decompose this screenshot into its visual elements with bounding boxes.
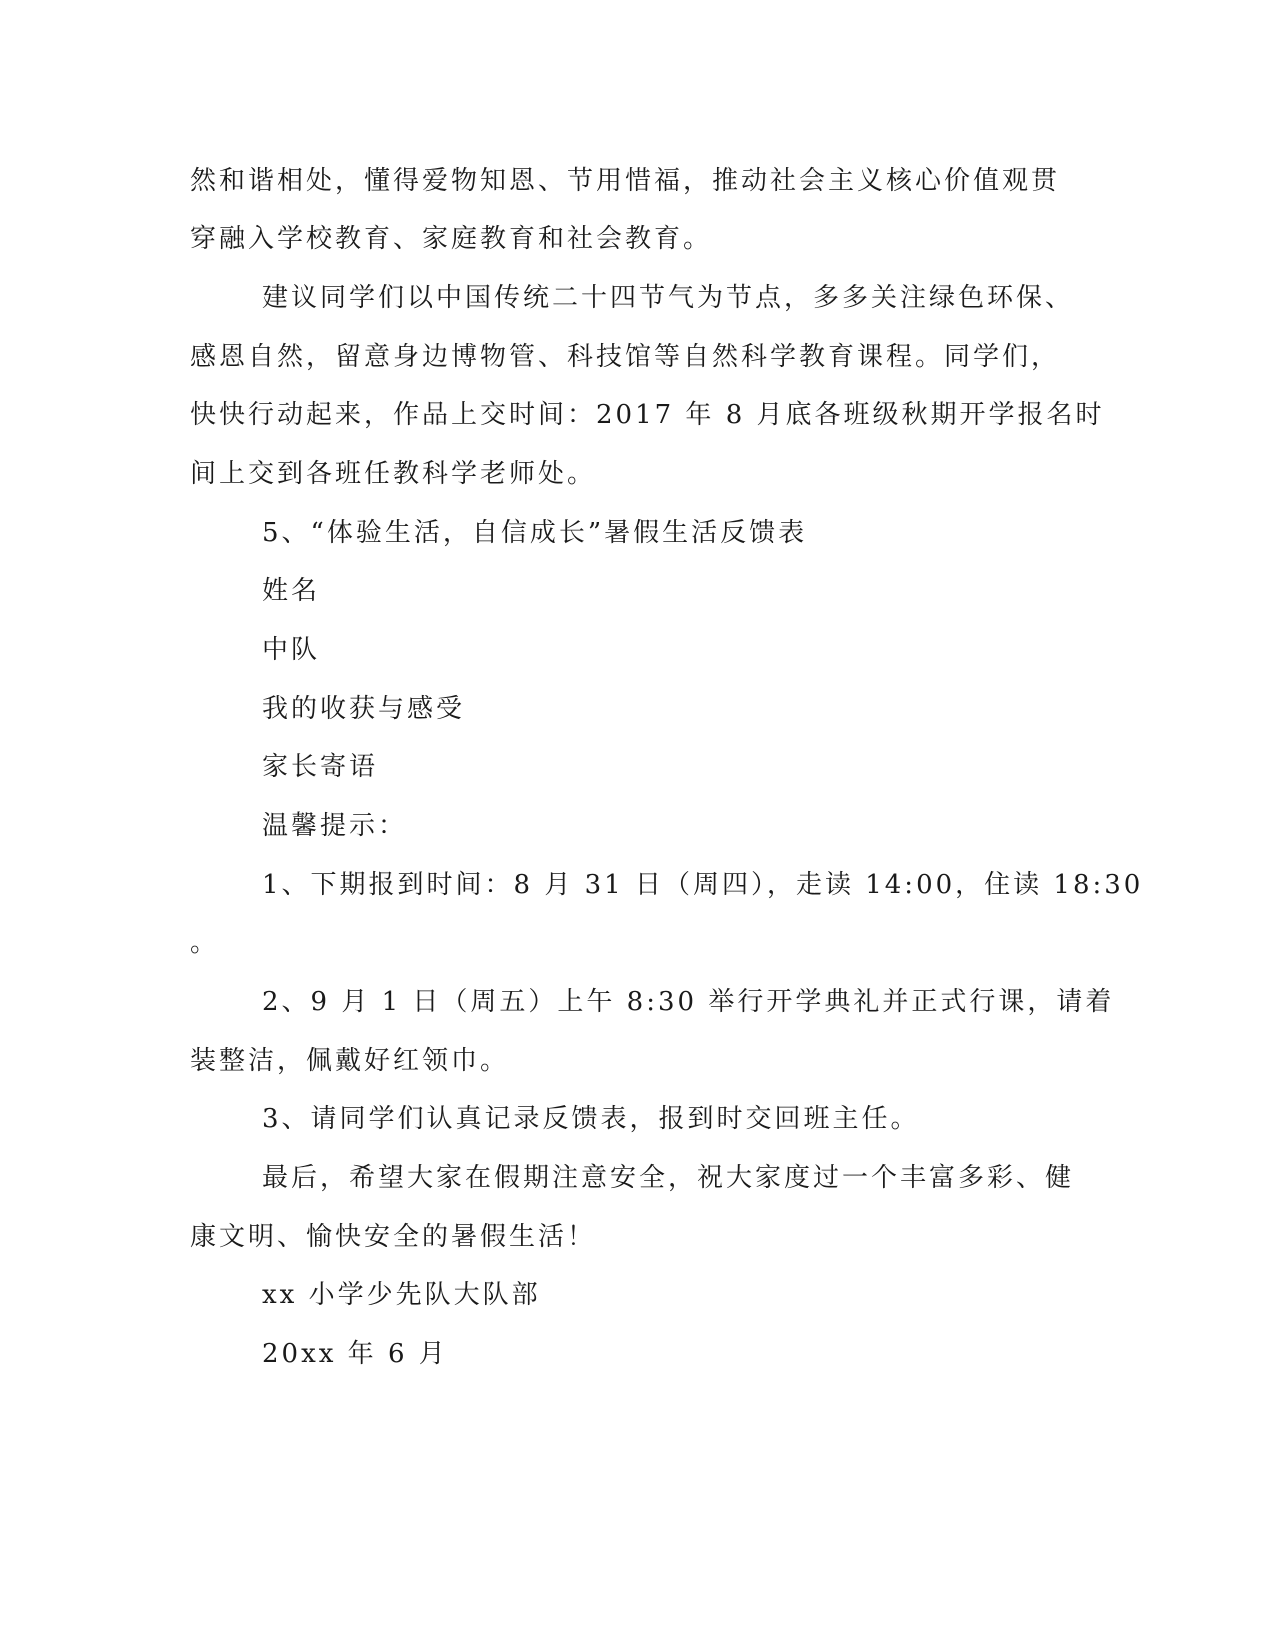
tip-item: 2、9 月 1 日（周五）上午 8:30 举行开学典礼并正式行课，请着 bbox=[262, 987, 1115, 1017]
tip-item: 3、请同学们认真记录反馈表，报到时交回班主任。 bbox=[262, 1104, 920, 1134]
form-field-label: 姓名 bbox=[262, 576, 321, 606]
paragraph-line: 建议同学们以中国传统二十四节气为节点，多多关注绿色环保、 bbox=[262, 283, 1075, 313]
form-field-label: 中队 bbox=[262, 635, 321, 665]
section-heading: 5、“体验生活，自信成长”暑假生活反馈表 bbox=[262, 518, 808, 548]
signature-organization: xx 小学少先队大队部 bbox=[262, 1280, 541, 1310]
paragraph-line: 。 bbox=[190, 928, 220, 958]
paragraph-line: 康文明、愉快安全的暑假生活！ bbox=[190, 1222, 597, 1252]
form-field-label: 我的收获与感受 bbox=[262, 694, 466, 724]
paragraph-line: 装整洁，佩戴好红领巾。 bbox=[190, 1046, 510, 1076]
closing-paragraph: 最后，希望大家在假期注意安全，祝大家度过一个丰富多彩、健 bbox=[262, 1163, 1075, 1193]
signature-date: 20xx 年 6 月 bbox=[262, 1339, 448, 1369]
paragraph-line: 间上交到各班任教科学老师处。 bbox=[190, 459, 597, 489]
tips-heading: 温馨提示： bbox=[262, 811, 408, 841]
form-field-label: 家长寄语 bbox=[262, 752, 379, 782]
paragraph-line: 然和谐相处，懂得爱物知恩、节用惜福，推动社会主义核心价值观贯 bbox=[190, 166, 1061, 196]
paragraph-line: 感恩自然，留意身边博物管、科技馆等自然科学教育课程。同学们， bbox=[190, 342, 1061, 372]
paragraph-line: 穿融入学校教育、家庭教育和社会教育。 bbox=[190, 224, 713, 254]
paragraph-line: 快快行动起来，作品上交时间：2017 年 8 月底各班级秋期开学报名时 bbox=[190, 400, 1105, 430]
tip-item: 1、下期报到时间：8 月 31 日（周四），走读 14:00，住读 18:30 bbox=[262, 870, 1144, 900]
